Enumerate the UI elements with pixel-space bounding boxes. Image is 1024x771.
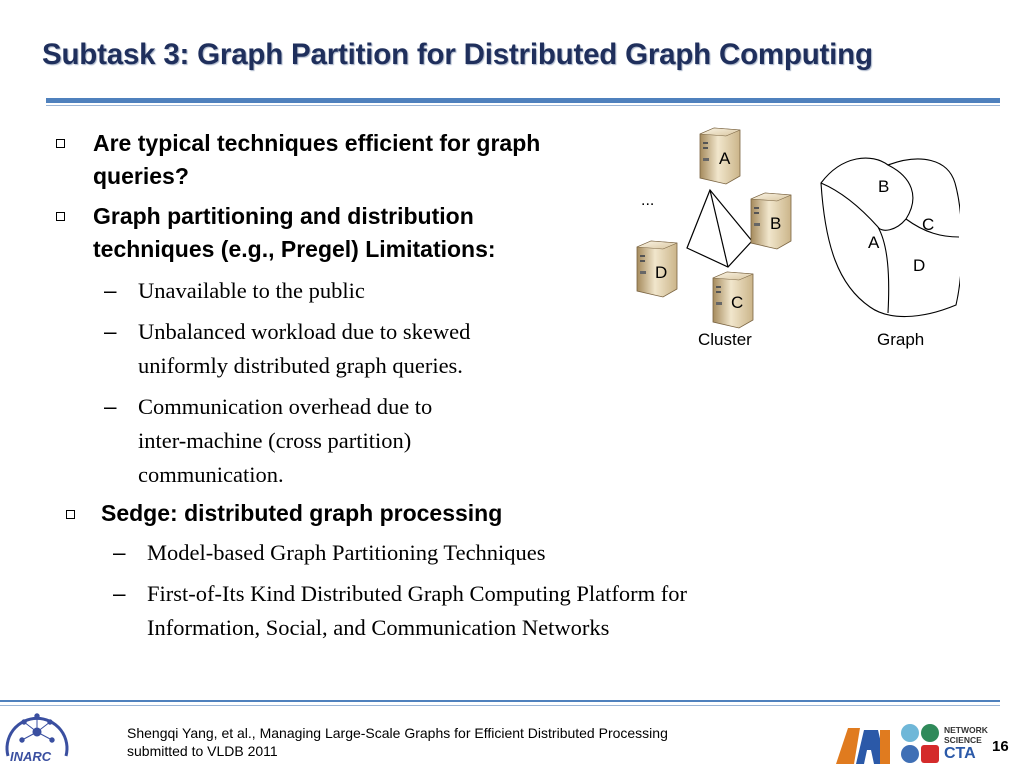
limitation-line: uniformly distributed graph queries.	[138, 353, 463, 378]
partitioned-graph	[821, 158, 960, 316]
square-bullet-icon	[56, 139, 65, 148]
footer-divider-thin	[0, 705, 1000, 706]
title-divider-thin	[46, 105, 1000, 106]
arl-logo	[834, 722, 894, 766]
bullet-line: queries?	[93, 163, 189, 189]
citation-line: submitted to VLDB 2011	[127, 743, 278, 759]
ns-cta-line: CTA	[944, 745, 976, 762]
citation	[127, 724, 668, 760]
server-label-c: C	[731, 293, 744, 312]
ellipsis: ...	[641, 192, 655, 209]
bullet-line: Graph partitioning and distribution	[93, 203, 474, 229]
server-label-d: D	[655, 263, 668, 282]
pyramid-icon	[687, 190, 752, 267]
server-label-b: B	[770, 214, 782, 233]
graph-region-label: A	[868, 233, 880, 252]
limitation-line: Unbalanced workload due to skewed	[138, 319, 471, 344]
arl-logo-mark	[834, 722, 894, 766]
ns-cta-line: NETWORK	[944, 725, 988, 735]
limitation-line: Unavailable to the public	[138, 278, 365, 303]
ns-cta-line: SCIENCE	[944, 735, 982, 745]
footer-divider	[0, 700, 1000, 702]
graph-region-label: C	[922, 215, 935, 234]
limitation-line: Communication overhead due to	[138, 394, 433, 419]
limitation-line: communication.	[138, 462, 284, 487]
cluster-caption: Cluster	[698, 330, 752, 349]
citation-line: Shengqi Yang, et al., Managing Large-Scale Graphs for Efficient Distributed Processing	[127, 725, 668, 741]
dash-marker: –	[104, 319, 117, 344]
inarc-logo	[2, 708, 72, 766]
ns-cta-icon	[898, 722, 942, 766]
square-bullet-icon	[56, 212, 65, 221]
ns-cta-logo	[898, 722, 990, 766]
graph-region-label: D	[913, 256, 926, 275]
bullet-line: techniques (e.g., Pregel) Limitations:	[93, 236, 496, 262]
graph-region-label: B	[878, 177, 890, 196]
sedge-line: Model-based Graph Partitioning Techniques	[147, 540, 546, 565]
dash-marker: –	[104, 278, 117, 303]
dash-marker: –	[104, 394, 117, 419]
sedge-line: First-of-Its Kind Distributed Graph Computing Platform for	[147, 581, 687, 606]
square-bullet-icon	[66, 510, 75, 519]
cluster-graph-figure	[620, 115, 960, 355]
inarc-logo-text: INARC	[10, 749, 52, 764]
page-number: 16	[992, 738, 1009, 755]
slide-title: Subtask 3: Graph Partition for Distributed Graph Computing	[42, 38, 873, 71]
dash-marker: –	[113, 581, 126, 606]
limitation-line: inter-machine (cross partition)	[138, 428, 412, 453]
sedge-line: Information, Social, and Communication Networks	[147, 615, 610, 640]
ns-cta-text	[944, 725, 988, 762]
dash-marker: –	[113, 540, 126, 565]
bullet-line: Sedge: distributed graph processing	[101, 500, 503, 526]
title-divider	[46, 98, 1000, 103]
graph-caption: Graph	[877, 330, 925, 349]
server-label-a: A	[719, 149, 731, 168]
bullet-line: Are typical techniques efficient for graph	[93, 130, 541, 156]
